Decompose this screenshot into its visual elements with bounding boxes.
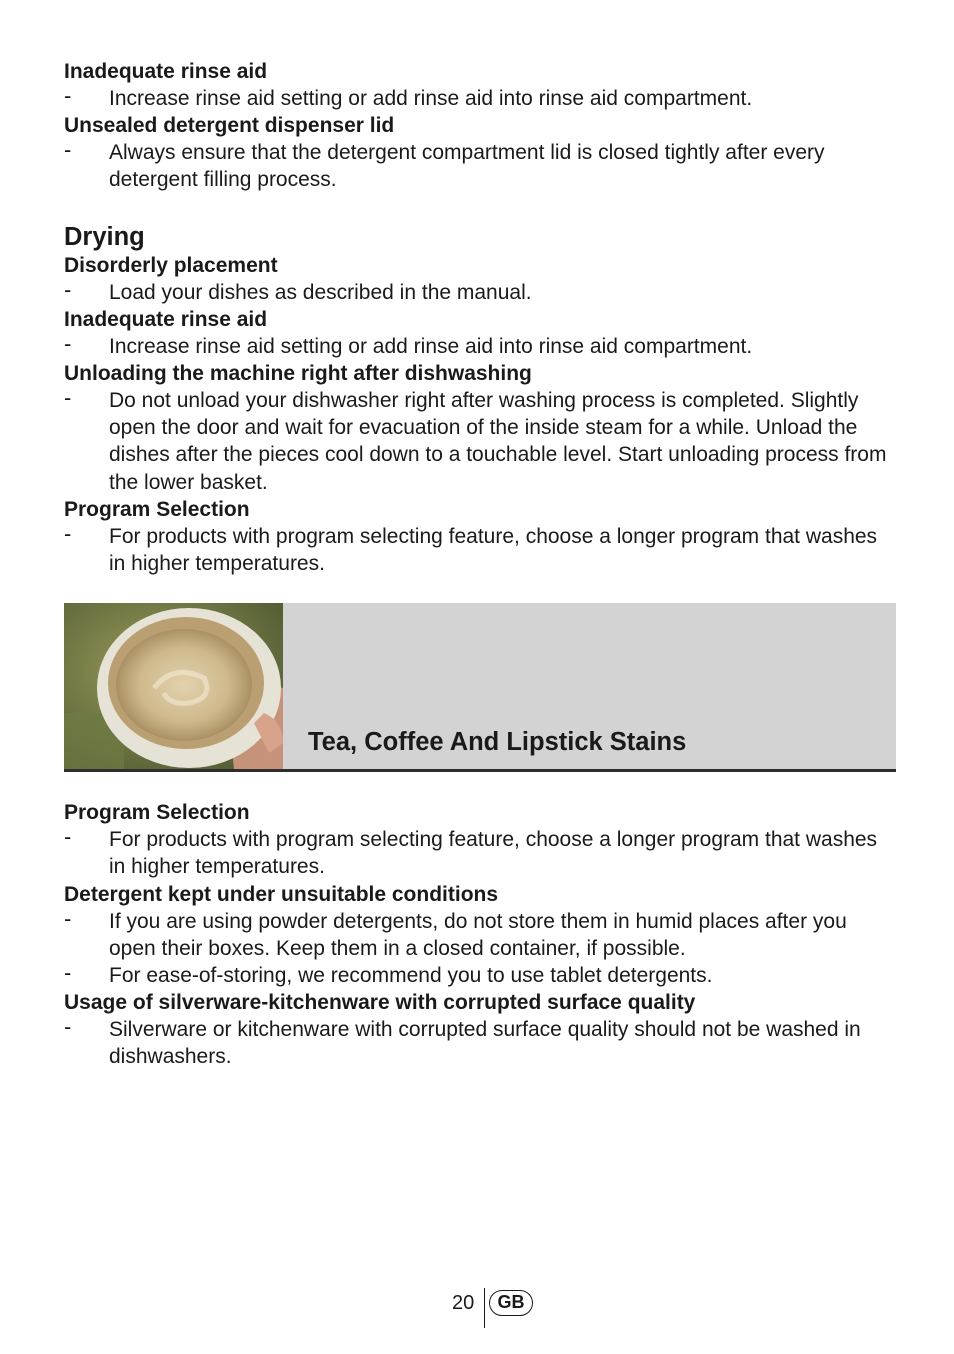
bullet-dash: -: [64, 330, 72, 356]
bullet-dash: -: [64, 520, 72, 546]
bullet-dash: -: [64, 83, 72, 108]
footer-divider: [484, 1288, 485, 1328]
banner-title: Tea, Coffee And Lipstick Stains: [308, 728, 687, 757]
language-badge: GB: [489, 1290, 533, 1316]
list-item: - Load your dishes as described in the manual.: [64, 276, 532, 304]
heading-disorderly-placement: Disorderly placement: [64, 253, 278, 277]
list-item: - Silverware or kitchenware with corrupted surface quality should not be washed in dishwashers.: [64, 1014, 861, 1069]
section-title-drying: Drying: [64, 222, 145, 251]
heading-detergent-conditions: Detergent kept under unsuitable conditions: [64, 882, 499, 906]
bullet-dash: -: [64, 137, 72, 163]
bullet-dash: -: [64, 276, 72, 302]
heading-silverware: Usage of silverware-kitchenware with corrupted surface quality: [64, 991, 696, 1015]
bullet-dash: -: [64, 385, 72, 411]
list-item: - Do not unload your dishwasher right after washing process is completed. Slightly open the door and wait for evacuation of the inside steam for a while. Unload the dishes after the pieces cool down to a touchable level. Start unloading process from the lower basket.: [64, 385, 887, 494]
page-content: [64, 58, 896, 1071]
bullet-dash: -: [64, 905, 72, 931]
list-item: - For products with program selecting feature, choose a longer program that washes in higher temperatures.: [64, 520, 878, 576]
coffee-cup-photo: [64, 603, 283, 769]
heading-inadequate-rinse-aid: Inadequate rinse aid: [64, 307, 268, 331]
page-number: 20: [452, 1292, 475, 1314]
bullet-dash: -: [64, 824, 72, 850]
heading-unloading: Unloading the machine right after dishwashing: [64, 362, 532, 386]
bullet-dash: -: [64, 960, 72, 986]
list-item: - For products with program selecting feature, choose a longer program that washes in higher temperatures.: [64, 824, 878, 879]
list-item: - Always ensure that the detergent compartment lid is closed tightly after every detergent filling process.: [64, 137, 825, 192]
list-item: - For ease-of-storing, we recommend you to use tablet detergents.: [64, 960, 713, 988]
section-banner: [64, 603, 896, 772]
list-item: - Increase rinse aid setting or add rinse aid into rinse aid compartment.: [64, 330, 753, 358]
page-footer: [0, 1288, 954, 1328]
list-item: - If you are using powder detergents, do not store them in humid places after you open their boxes. Keep them in a closed container, if possible.: [64, 905, 847, 960]
heading-program-selection: Program Selection: [64, 801, 250, 825]
heading-inadequate-rinse-aid: Inadequate rinse aid: [64, 60, 268, 83]
list-item: - Increase rinse aid setting or add rinse aid into rinse aid compartment.: [64, 83, 753, 110]
heading-program-selection: Program Selection: [64, 497, 250, 521]
heading-unsealed-lid: Unsealed detergent dispenser lid: [64, 114, 395, 138]
bullet-dash: -: [64, 1014, 72, 1040]
